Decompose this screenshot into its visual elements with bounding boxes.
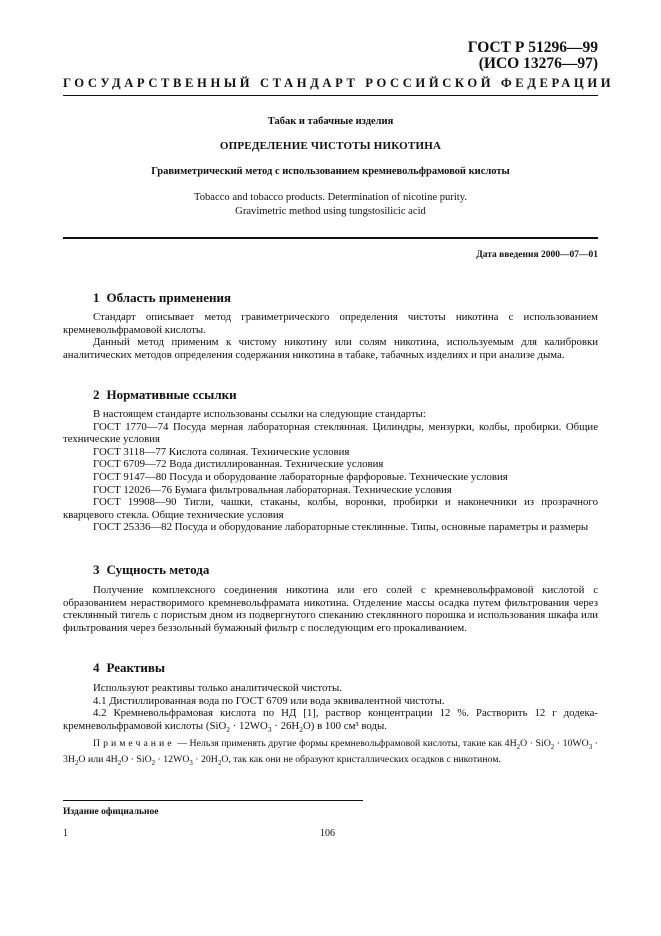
english-title <box>63 191 598 219</box>
section-title: Сущность метода <box>106 562 210 577</box>
section-title: Область применения <box>106 290 231 305</box>
section-2-heading <box>93 387 237 403</box>
paragraph: Используют реактивы только аналитической чистоты. <box>93 682 342 694</box>
section-number: 1 <box>93 290 100 305</box>
title-divider <box>63 237 598 239</box>
section-4-heading <box>93 660 165 676</box>
iso-code: (ИСО 13276—97) <box>478 55 598 72</box>
paragraph: В настоящем стандарте использованы ссылки на следующие стандарты: <box>93 408 426 420</box>
standard-banner: ГОСУДАРСТВЕННЫЙ СТАНДАРТ РОССИЙСКОЙ ФЕДЕРАЦИИ <box>63 76 615 90</box>
gost-code: ГОСТ Р 51296—99 <box>467 39 598 56</box>
section-3-body <box>63 584 598 634</box>
paragraph: Данный метод применим к чистому никотину или солям никотина, используемым для калибровки аналитических методов определения содержания никотина в табаке, табачных изделиях и при анализе дыма. <box>63 336 598 361</box>
section-number: 3 <box>93 562 100 577</box>
edition-label: Издание официальное <box>63 807 159 817</box>
document-code-block <box>468 40 598 72</box>
section-title: Нормативные ссылки <box>106 387 237 402</box>
english-title-line-2: Gravimetric method using tungstosilicic acid <box>235 206 426 217</box>
reagent-item: 4.2 Кремневольфрамовая кислота по НД [1], раствор концентрации 12 %. Растворить 12 г додека-кремневольфрамовой кислоты $(SiO_2 \cdot 12WO_3 \cdot 26H_2O)$ в 100 см³ воды. <box>63 707 598 734</box>
header-divider <box>63 95 598 96</box>
english-title-line-1: Tobacco and tobacco products. Determination of nicotine purity. <box>193 192 468 203</box>
reference-item: ГОСТ 19908—90 Тигли, чашки, стаканы, колбы, воронки, пробирки и наконечники из прозрачного кварцевого стекла. Общие технические условия <box>63 496 598 521</box>
section-title: Реактивы <box>106 660 166 675</box>
paragraph: Стандарт описывает метод гравиметрического определения чистоты никотина с использованием кремневольфрамовой кислоты. <box>63 311 598 336</box>
note-label: Примечание <box>93 738 175 749</box>
section-number: 4 <box>93 660 100 675</box>
reference-item: ГОСТ 12026—76 Бумага фильтровальная лабораторная. Технические условия <box>93 483 452 496</box>
page-number-center: 106 <box>320 828 335 839</box>
note-block: Примечание — Нельзя применять другие формы кремневольфрамовой кислоты, такие как $4H_2O \cdot SiO_2 \cdot 10WO_3 \cdot 3H_2O$ или $4H_2O \cdot SiO_2 \cdot 12WO_3 \cdot 20H_2O$, так как они не образуют кристаллических осадков с никотином. <box>63 738 599 767</box>
section-number: 2 <box>93 387 100 402</box>
reagent-item: 4.1 Дистиллированная вода по ГОСТ 6709 или вода эквивалентной чистоты. <box>93 694 445 707</box>
section-4-body <box>63 682 598 737</box>
reference-item: ГОСТ 1770—74 Посуда мерная лабораторная стеклянная. Цилиндры, мензурки, колбы, пробирки. Общие технические условия <box>63 420 598 446</box>
section-1-heading <box>93 290 231 306</box>
reference-item: ГОСТ 25336—82 Посуда и оборудование лабораторные стеклянные. Типы, основные параметры и размеры <box>93 521 589 534</box>
footer-divider <box>63 800 363 801</box>
reference-item: ГОСТ 9147—80 Посуда и оборудование лабораторные фарфоровые. Технические условия <box>93 470 508 483</box>
section-2-body <box>63 408 598 534</box>
document-title: ОПРЕДЕЛЕНИЕ ЧИСТОТЫ НИКОТИНА <box>219 140 442 152</box>
section-3-heading <box>93 562 209 578</box>
page-number-left: 1 <box>63 828 68 839</box>
document-subtitle: Гравиметрический метод с использованием кремневольфрамовой кислоты <box>151 166 510 177</box>
reference-item: ГОСТ 6709—72 Вода дистиллированная. Технические условия <box>93 458 384 471</box>
reference-item: ГОСТ 3118—77 Кислота соляная. Технические условия <box>93 445 350 458</box>
section-1-body <box>63 311 598 361</box>
subject-heading: Табак и табачные изделия <box>267 116 394 127</box>
paragraph: Получение комплексного соединения никотина или его солей с кремневольфрамовой кислотой с образованием нерастворимого кремневольфрамата никотина. Отделение массы осадка путем фильтрования через стеклянный тигель с пористым дном из подвергнутого спеканию стеклянного порошка и использования шкафа или фильтрования через беззольный бумажный фильтр с последующим его прокаливанием. <box>63 584 598 634</box>
introduction-date: Дата введения 2000—07—01 <box>476 250 598 260</box>
